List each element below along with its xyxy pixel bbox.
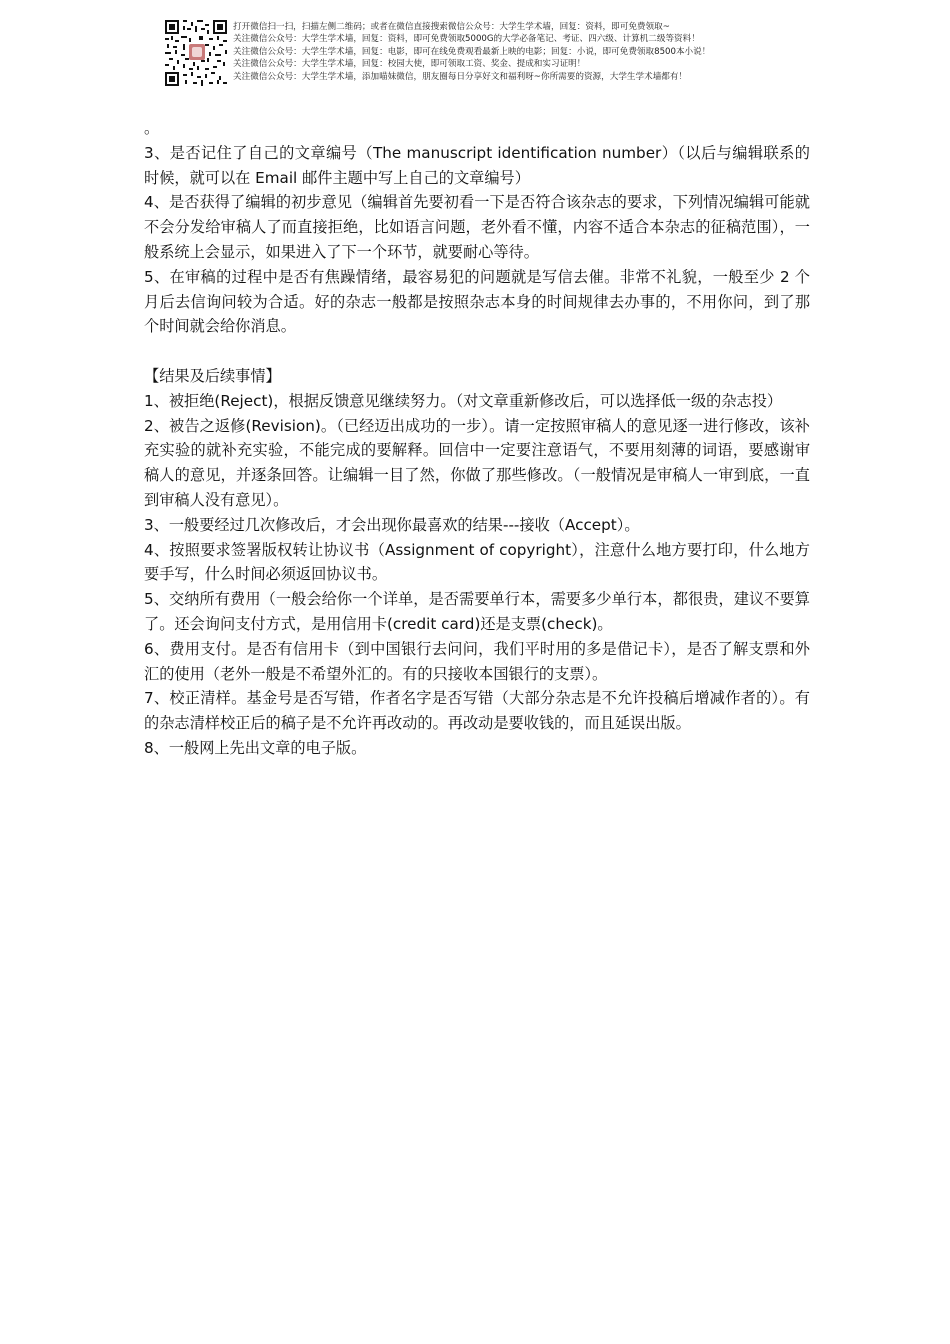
result-item: 8、一般网上先出文章的电子版。 <box>144 738 367 757</box>
result-item: 6、费用支付。是否有信用卡（到中国银行去问问，我们平时用的多是借记卡），是否了解支票和外汇的使用（老外一般是不希望外汇的。有的只接收本国银行的支票）。 <box>144 639 810 683</box>
review-item: 5、在审稿的过程中是否有焦躁情绪，最容易犯的问题就是写信去催。非常不礼貌，一般至少 2 个月后去信询问较为合适。好的杂志一般都是按照杂志本身的时间规律去办事的，不用你问，到了那个时间就会给你消息。 <box>144 267 810 336</box>
result-item: 3、一般要经过几次修改后，才会出现你最喜欢的结果---接收（Accept）。 <box>144 515 640 534</box>
result-item: 5、交纳所有费用（一般会给你一个详单，是否需要单行本，需要多少单行本，都很贵，建议不要算了。还会询问支付方式，是用信用卡(credit card)还是支票(check)。 <box>144 590 810 633</box>
result-item: 1、被拒绝(Reject)，根据反馈意见继续努力。（对文章重新修改后，可以选择低一级的杂志投） <box>144 391 783 410</box>
review-item: 4、是否获得了编辑的初步意见（编辑首先要初看一下是否符合该杂志的要求，下列情况编辑可能就不会分发给审稿人了而直接拒绝，比如语言问题，老外看不懂，内容不适合本杂志的征稿范围），一般系统上会显示，如果进入了下一个环节，就要耐心等待。 <box>144 193 810 261</box>
promo-header <box>165 20 785 86</box>
promo-line: 打开微信扫一扫，扫描左侧二维码；或者在微信直接搜索微信公众号：大学生学术墙，回复：资料，即可免费领取~ <box>233 22 670 32</box>
promo-line: 关注微信公众号：大学生学术墙，回复：资料，即可免费领取5000G的大学必备笔记、考证、四六级、计算机二级等资料！ <box>233 34 700 45</box>
promo-line: 关注微信公众号：大学生学术墙，回复：校园大使，即可领取工资、奖金、提成和实习证明！ <box>233 59 586 70</box>
result-item: 7、校正清样。基金号是否写错，作者名字是否写错（大部分杂志是不允许投稿后增减作者的）。有的杂志清样校正后的稿子是不允许再改动的。再改动是要收钱的，而且延误出版。 <box>144 689 810 733</box>
promo-line: 关注微信公众号：大学生学术墙，添加喵妹微信，朋友圈每日分享好文和福利呀~你所需要的资源，大学生学术墙都有！ <box>233 71 688 82</box>
section-heading: 【结果及后续事情】 <box>144 366 281 385</box>
result-item: 4、按照要求签署版权转让协议书（Assignment of copyright），注意什么地方要打印，什么地方要手写，什么时间必须返回协议书。 <box>144 540 810 584</box>
spacer <box>144 339 810 364</box>
review-item: 3、是否记住了自己的文章编号（The manuscript identification number）（以后与编辑联系的时候，就可以在 Email 邮件主题中写上自己的文章编号） <box>144 143 810 187</box>
document-body <box>144 116 810 761</box>
lead-punctuation: 。 <box>144 119 160 137</box>
promo-text-block <box>233 21 793 83</box>
qr-code-icon[interactable] <box>165 20 227 86</box>
result-item: 2、被告之返修(Revision)。（已经迈出成功的一步）。请一定按照审稿人的意见逐一进行修改，该补充实验的就补充实验，不能完成的要解释。回信中一定要注意语气，不要用刻薄的词语，要感谢审稿人的意见，并逐条回答。让编辑一目了然，你做了那些修改。（一般情况是审稿人一审到底，一直到审稿人没有意见）。 <box>144 416 810 509</box>
promo-line: 关注微信公众号：大学生学术墙，回复：电影，即可在线免费观看最新上映的电影；回复：小说，即可免费领取8500本小说！ <box>233 46 711 57</box>
